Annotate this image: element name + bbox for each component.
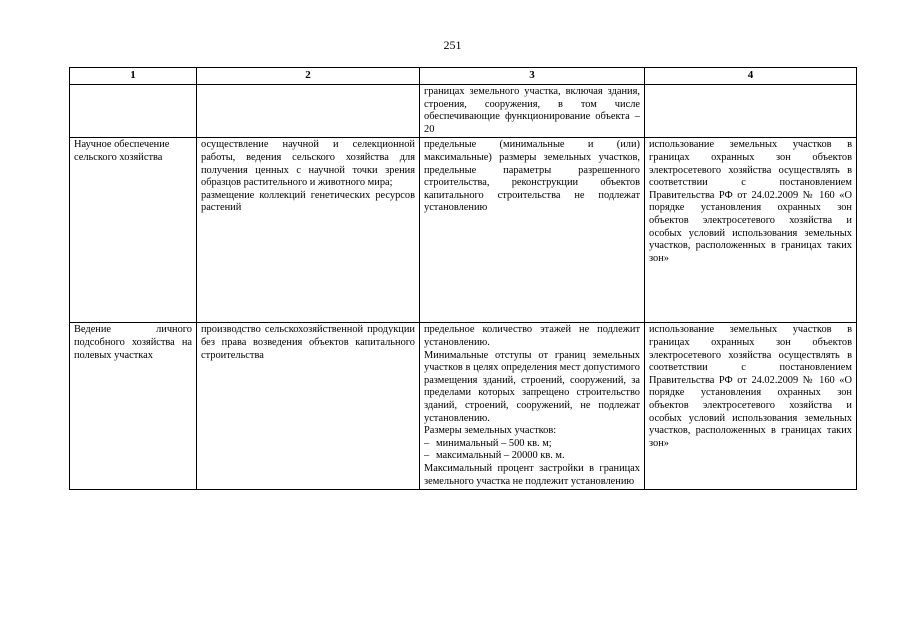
list-item-text: максимальный – 20000 кв. м. <box>436 450 565 462</box>
cell-continuation-col3: границах земельного участка, включая здания, строения, сооружения, в том числе обеспечивающие функционирование объекта – 20 <box>420 85 645 138</box>
parameters-paragraph: Минимальные отступы от границ земельных участков в целях определения мест допустимого размещения зданий, строений, сооружений, за пределами которых запрещено строительство зданий, строений, сооружений, не подлежат установлению. <box>424 349 640 424</box>
parameters-paragraph: Размеры земельных участков: <box>424 425 557 437</box>
table-header-row <box>70 68 857 85</box>
page-number: 251 <box>443 38 462 52</box>
cell-parameters <box>420 323 645 490</box>
cell-parameters: предельные (минимальные и (или) максимальные) размеры земельных участков, предельные параметры разрешенного строительства, реконструкции объектов капитального строительства не подлежат установлению <box>420 138 645 323</box>
table-row-continuation <box>70 85 857 138</box>
table-row <box>70 138 857 323</box>
parameters-paragraph: Максимальный процент застройки в границах земельного участка не подлежит установлению <box>424 462 640 487</box>
table-row <box>70 323 857 490</box>
column-header-1: 1 <box>70 68 197 85</box>
list-marker: – <box>424 450 430 462</box>
parameters-paragraph: предельное количество этажей не подлежит установлению. <box>424 324 640 348</box>
cell-restrictions: использование земельных участков в границах охранных зон объектов электросетевого хозяйства осуществлять в соответствии с постановлением Правительства РФ от 24.02.2009 № 160 «О порядке установления охранных зон объектов электросетевого хозяйства и особых условий использования земельных участков, расположенных в границах таких зон» <box>645 323 857 490</box>
cell-continuation-col1 <box>70 85 197 138</box>
regulations-table <box>69 67 857 490</box>
cell-continuation-col4 <box>645 85 857 138</box>
list-item <box>424 438 640 451</box>
cell-use-name: Ведение личного подсобного хозяйства на полевых участках <box>70 323 197 490</box>
cell-restrictions: использование земельных участков в границах охранных зон объектов электросетевого хозяйства осуществлять в соответствии с постановлением Правительства РФ от 24.02.2009 № 160 «О порядке установления охранных зон объектов электросетевого хозяйства и особых условий использования земельных участков, расположенных в границах таких зон» <box>645 138 857 323</box>
cell-continuation-col2 <box>197 85 420 138</box>
cell-use-description: производство сельскохозяйственной продукции без права возведения объектов капитального строительства <box>197 323 420 490</box>
description-paragraph: размещение коллекций генетических ресурсов растений <box>201 189 415 214</box>
column-header-2: 2 <box>197 68 420 85</box>
description-paragraph: осуществление научной и селекционной работы, ведения сельского хозяйства для получения ценных с научной точки зрения образцов растительного и животного мира; <box>201 139 415 189</box>
list-item <box>424 450 640 463</box>
cell-use-description <box>197 138 420 323</box>
column-header-4: 4 <box>645 68 857 85</box>
list-marker: – <box>424 437 430 449</box>
column-header-3: 3 <box>420 68 645 85</box>
list-item-text: минимальный – 500 кв. м; <box>436 437 552 449</box>
cell-use-name: Научное обеспечение сельского хозяйства <box>70 138 197 323</box>
